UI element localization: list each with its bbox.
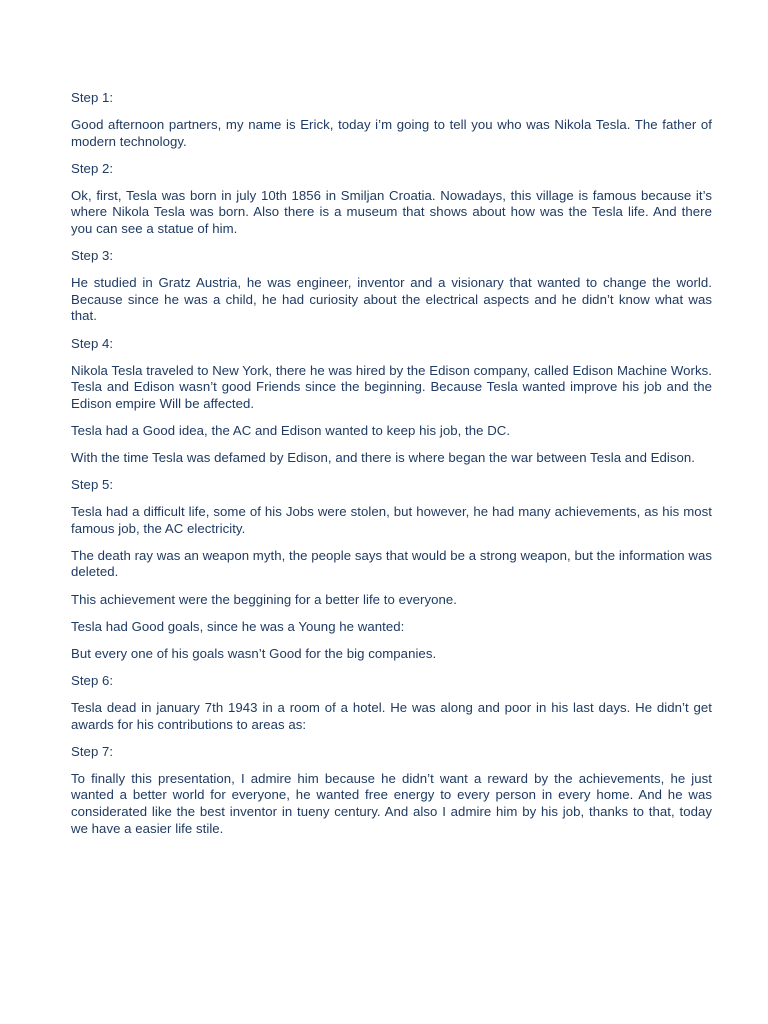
body-paragraph: The death ray was an weapon myth, the people says that would be a strong weapon, but the information was deleted. bbox=[71, 547, 712, 580]
body-paragraph: Tesla had a Good idea, the AC and Edison wanted to keep his job, the DC. bbox=[71, 422, 511, 438]
step-heading: Step 2: bbox=[71, 160, 114, 176]
body-paragraph: He studied in Gratz Austria, he was engineer, inventor and a visionary that wanted to change the world. Because since he was a child, he had curiosity about the electrical aspects and he didn’t know what was that. bbox=[71, 275, 712, 324]
step-heading: Step 5: bbox=[71, 477, 114, 493]
step-heading: Step 6: bbox=[71, 672, 114, 688]
body-paragraph: To finally this presentation, I admire him because he didn’t want a reward by the achievements, he just wanted a better world for everyone, he wanted free energy to every person in every home. And he was considerated like the best inventor in tueny century. And also I admire him by his job, thanks to that, today we have a easier life stile. bbox=[71, 770, 712, 836]
document-body bbox=[71, 90, 712, 848]
body-paragraph: Tesla had a difficult life, some of his Jobs were stolen, but however, he had many achievements, as his most famous job, the AC electricity. bbox=[71, 504, 712, 536]
body-paragraph: Ok, first, Tesla was born in july 10th 1856 in Smiljan Croatia. Nowadays, this village is famous because it’s where Nikola Tesla was born. Also there is a museum that shows about how was the Tesla life. And there you can see a statue of him. bbox=[71, 187, 712, 237]
body-paragraph: Nikola Tesla traveled to New York, there he was hired by the Edison company, called Edison Machine Works. Tesla and Edison wasn’t good Friends since the beginning. Because Tesla wanted improve his job and the Edison empire Will be affected. bbox=[71, 362, 712, 411]
step-heading: Step 4: bbox=[71, 335, 114, 351]
body-paragraph: Good afternoon partners, my name is Erick, today i’m going to tell you who was Nikola Tesla. The father of modern technology. bbox=[71, 117, 712, 149]
body-paragraph: Tesla dead in january 7th 1943 in a room of a hotel. He was along and poor in his last days. He didn’t get awards for his contributions to areas as: bbox=[71, 699, 712, 732]
body-paragraph: This achievement were the beggining for a better life to everyone. bbox=[71, 591, 457, 607]
step-heading: Step 1: bbox=[71, 90, 114, 105]
body-paragraph: Tesla had Good goals, since he was a Young he wanted: bbox=[71, 618, 405, 634]
body-paragraph: But every one of his goals wasn’t Good for the big companies. bbox=[71, 645, 437, 661]
body-paragraph: With the time Tesla was defamed by Edison, and there is where began the war between Tesla and Edison. bbox=[71, 450, 696, 465]
step-heading: Step 3: bbox=[71, 248, 114, 264]
step-heading: Step 7: bbox=[71, 743, 114, 759]
